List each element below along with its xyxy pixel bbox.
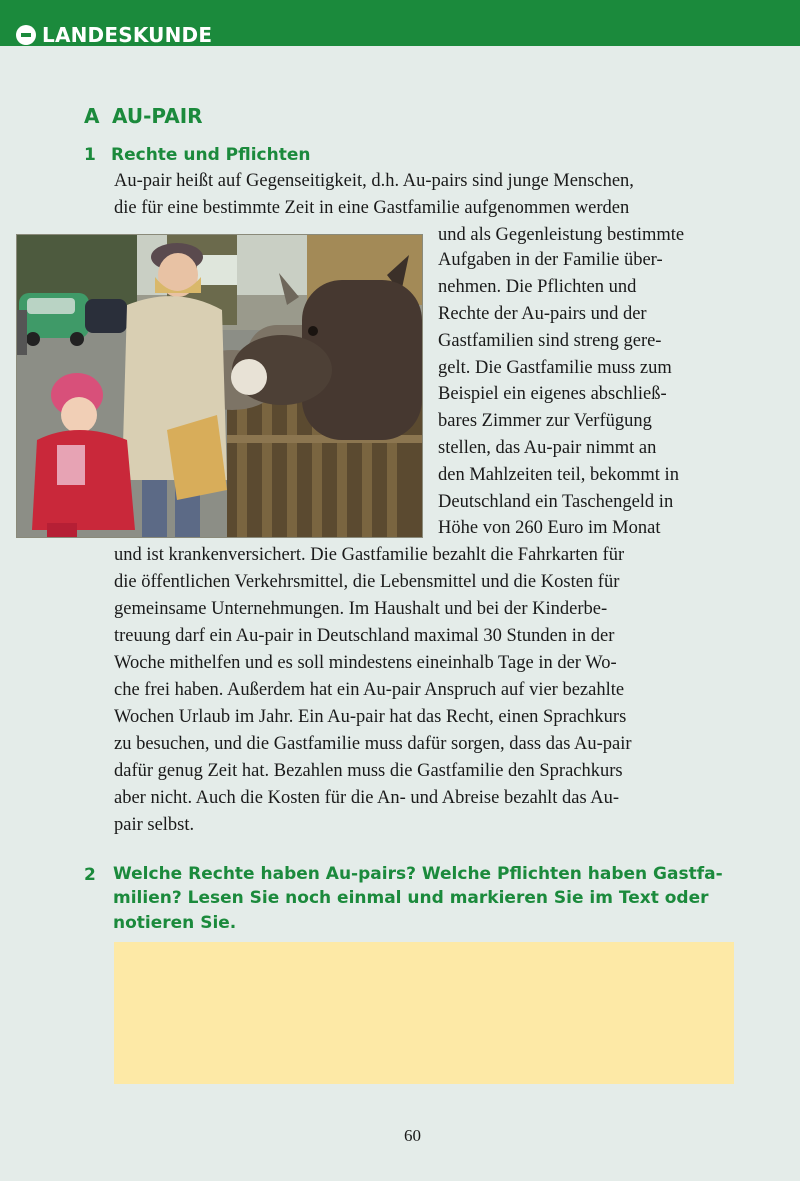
- subsection-number: 1: [84, 145, 96, 165]
- text-line: und als Gegenleistung bestimmte: [438, 225, 685, 245]
- section-letter: A: [84, 104, 100, 128]
- answer-box[interactable]: [114, 942, 734, 1084]
- text-line: Beispiel ein eigenes abschließ-: [438, 384, 667, 404]
- text-line: den Mahlzeiten teil, bekommt in: [438, 465, 679, 485]
- task-instruction-line: Welche Rechte haben Au-pairs? Welche Pflichten haben Gastfa-: [113, 864, 723, 884]
- task-instruction-line: notieren Sie.: [113, 913, 237, 933]
- text-line: die für eine bestimmte Zeit in eine Gastfamilie aufgenommen werden: [114, 198, 630, 218]
- text-line: bares Zimmer zur Verfügung: [438, 411, 652, 431]
- text-line: zu besuchen, und die Gastfamilie muss dafür sorgen, dass das Au-pair: [114, 734, 632, 754]
- text-line: Höhe von 260 Euro im Monat: [438, 518, 661, 538]
- text-line: Au-pair heißt auf Gegenseitigkeit, d.h. Au-pairs sind junge Menschen,: [114, 171, 634, 191]
- text-line: treuung darf ein Au-pair in Deutschland maximal 30 Stunden in der: [114, 626, 615, 646]
- minus-circle-icon: [16, 25, 36, 45]
- text-line: Woche mithelfen und es soll mindestens eineinhalb Tage in der Wo-: [114, 653, 617, 673]
- task-number: 2: [84, 865, 96, 885]
- header-title: LANDESKUNDE: [42, 23, 213, 47]
- text-line: Wochen Urlaub im Jahr. Ein Au-pair hat das Recht, einen Sprachkurs: [114, 707, 627, 727]
- text-line: stellen, das Au-pair nimmt an: [438, 438, 657, 458]
- subsection-title: Rechte und Pflichten: [111, 145, 311, 165]
- text-line: gemeinsame Unternehmungen. Im Haushalt und bei der Kinderbe-: [114, 599, 608, 619]
- text-line: und ist krankenversichert. Die Gastfamilie bezahlt die Fahrkarten für: [114, 545, 625, 565]
- donkey-photo: [16, 234, 423, 538]
- text-line: che frei haben. Außerdem hat ein Au-pair Anspruch auf vier bezahlte: [114, 680, 625, 700]
- text-line: Gastfamilien sind streng gere-: [438, 331, 662, 351]
- text-line: Deutschland ein Taschengeld in: [438, 492, 674, 512]
- text-line: die öffentlichen Verkehrsmittel, die Lebensmittel und die Kosten für: [114, 572, 620, 592]
- page-number: 60: [404, 1126, 421, 1145]
- section-title: AU-PAIR: [112, 104, 203, 128]
- text-line: dafür genug Zeit hat. Bezahlen muss die Gastfamilie den Sprachkurs: [114, 761, 623, 781]
- text-line: pair selbst.: [114, 815, 195, 835]
- text-line: Rechte der Au-pairs und der: [438, 304, 647, 324]
- text-line: Aufgaben in der Familie über-: [438, 250, 663, 270]
- text-line: gelt. Die Gastfamilie muss zum: [438, 358, 672, 378]
- task-instruction-line: milien? Lesen Sie noch einmal und markieren Sie im Text oder: [113, 888, 709, 908]
- text-line: aber nicht. Auch die Kosten für die An- und Abreise bezahlt das Au-: [114, 788, 620, 808]
- text-line: nehmen. Die Pflichten und: [438, 277, 637, 297]
